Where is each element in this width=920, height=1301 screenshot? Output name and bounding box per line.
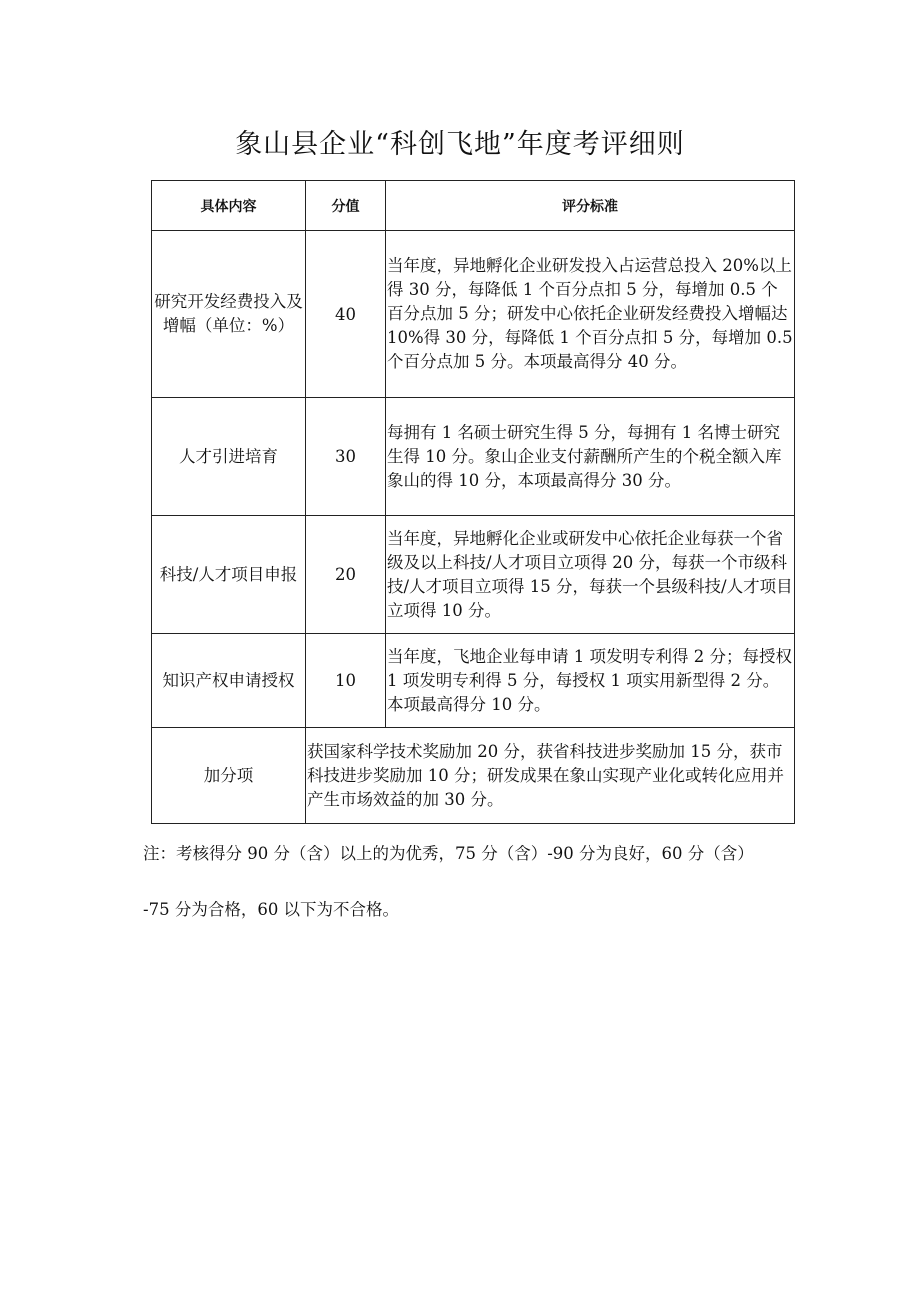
table-header-row [152, 181, 795, 231]
header-content: 具体内容 [152, 181, 306, 231]
row-score: 20 [306, 516, 386, 634]
row-criteria-text: 当年度，异地孵化企业或研发中心依托企业每获一个省级及以上科技/人才项目立项得 20 分，每获一个市级科技/人才项目立项得 15 分，每获一个县级科技/人才项目立项得 10 分。 [387, 528, 793, 620]
row-criteria-text: 当年度，飞地企业每申请 1 项发明专利得 2 分；每授权 1 项发明专利得 5 分，每授权 1 项实用新型得 2 分。本项最高得分 10 分。 [387, 646, 792, 714]
row-content-text: 人才引进培育 [179, 446, 278, 466]
row-content [152, 398, 306, 516]
row-criteria [386, 398, 795, 516]
row-content [152, 634, 306, 728]
row-criteria-text: 当年度，异地孵化企业研发投入占运营总投入 20%以上得 30 分，每降低 1 个百分点扣 5 分，每增加 0.5 个百分点加 5 分；研发中心依托企业研发经费投入增幅达 10%得 30 分，每降低 1 个百分点扣 5 分，每增加 0.5 个百分点加 5 分。本项最高得分 40 分。 [387, 256, 793, 371]
note-line-2: -75 分为合格，60 以下为不合格。 [143, 900, 400, 919]
header-score: 分值 [306, 181, 386, 231]
row-score: 30 [306, 398, 386, 516]
bonus-content [152, 728, 306, 824]
table-row [152, 231, 795, 398]
table-row-bonus [152, 728, 795, 824]
row-criteria [386, 231, 795, 398]
row-score: 40 [306, 231, 386, 398]
bonus-criteria-text: 获国家科学技术奖励加 20 分，获省科技进步奖励加 15 分，获市科技进步奖励加 10 分；研发成果在象山实现产业化或转化应用并产生市场效益的加 30 分。 [307, 741, 784, 809]
table-row [152, 634, 795, 728]
note-line-1: 注：考核得分 90 分（含）以上的为优秀，75 分（含）-90 分为良好，60 分（含） [143, 844, 754, 863]
row-score: 10 [306, 634, 386, 728]
header-criteria: 评分标准 [386, 181, 795, 231]
row-content-text: 知识产权申请授权 [162, 670, 295, 690]
row-content-text: 研究开发经费投入及增幅（单位：%） [154, 292, 303, 335]
row-content [152, 231, 306, 398]
table-row [152, 516, 795, 634]
document-title: 象山县企业“科创飞地”年度考评细则 [235, 129, 685, 160]
bonus-content-text: 加分项 [203, 765, 254, 785]
table-row [152, 398, 795, 516]
row-content-text: 科技/人才项目申报 [159, 564, 298, 584]
row-criteria [386, 516, 795, 634]
row-criteria-text: 每拥有 1 名硕士研究生得 5 分，每拥有 1 名博士研究生得 10 分。象山企业支付薪酬所产生的个税全额入库象山的得 10 分，本项最高得分 30 分。 [387, 422, 782, 490]
row-criteria [386, 634, 795, 728]
scoring-table [151, 180, 795, 824]
row-content [152, 516, 306, 634]
bonus-criteria [306, 728, 795, 824]
